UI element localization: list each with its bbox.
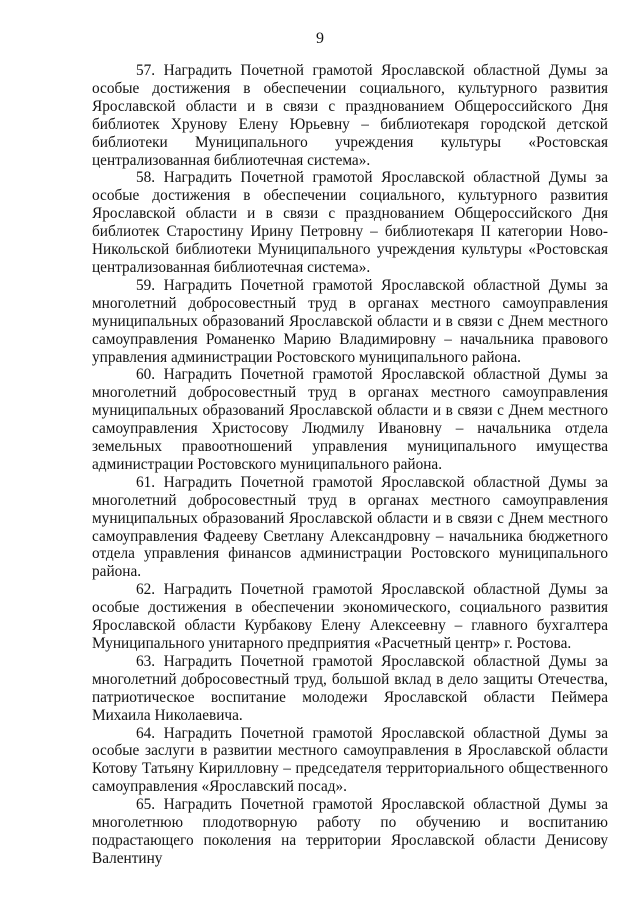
award-item-57: 57. Наградить Почетной грамотой Ярославской областной Думы за особые достижения в обеспечении социального, культурного развития Ярославской области и в связи с празднованием Общероссийского Дня библиотек Хрунову Елену Юрьевну – библиотекаря городской детской библиотеки Муниципального учреждения культуры «Ростовская централизованная библиотечная система». — [92, 62, 608, 169]
page-number: 9 — [316, 30, 324, 47]
award-item-60: 60. Наградить Почетной грамотой Ярославской областной Думы за многолетний добросовестный труд в органах местного самоуправления муниципальных образований Ярославской области и в связи с Днем местного самоуправления Христосову Людмилу Ивановну – начальника отдела земельных правоотношений управления муниципального имущества администрации Ростовского муниципального района. — [92, 366, 608, 473]
award-item-59: 59. Наградить Почетной грамотой Ярославской областной Думы за многолетний добросовестный труд в органах местного самоуправления муниципальных образований Ярославской области и в связи с Днем местного самоуправления Романенко Марию Владимировну – начальника правового управления администрации Ростовского муниципального района. — [92, 276, 608, 366]
award-item-63: 63. Наградить Почетной грамотой Ярославской областной Думы за многолетний добросовестный труд, большой вклад в дело защиты Отечества, патриотическое воспитание молодежи Ярославской области Пеймера Михаила Николаевича. — [92, 652, 608, 724]
award-item-58: 58. Наградить Почетной грамотой Ярославской областной Думы за особые достижения в обеспечении социального, культурного развития Ярославской области и в связи с празднованием Общероссийского Дня библиотек Старостину Ирину Петровну – библиотекаря II категории Ново-Никольской библиотеки Муниципального учреждения культуры «Ростовская централизованная библиотечная система». — [92, 169, 608, 276]
award-item-61: 61. Наградить Почетной грамотой Ярославской областной Думы за многолетний добросовестный труд в органах местного самоуправления муниципальных образований Ярославской области и в связи с Днем местного самоуправления Фадееву Светлану Александровну – начальника бюджетного отдела управления финансов администрации Ростовского муниципального района. — [92, 473, 608, 581]
award-item-64: 64. Наградить Почетной грамотой Ярославской областной Думы за особые заслуги в развитии местного самоуправления в Ярославской области Котову Татьяну Кирилловну – председателя территориального общественного самоуправления «Ярославский посад». — [92, 724, 608, 796]
document-body — [92, 62, 608, 868]
award-item-62: 62. Наградить Почетной грамотой Ярославской областной Думы за особые достижения в обеспечении экономического, социального развития Ярославской области Курбакову Елену Алексеевну – главного бухгалтера Муниципального унитарного предприятия «Расчетный центр» г. Ростова. — [92, 581, 608, 652]
award-item-65: 65. Наградить Почетной грамотой Ярославской областной Думы за многолетнюю плодотворную работу по обучению и воспитанию подрастающего поколения на территории Ярославской области Денисову Валентину — [92, 796, 608, 867]
